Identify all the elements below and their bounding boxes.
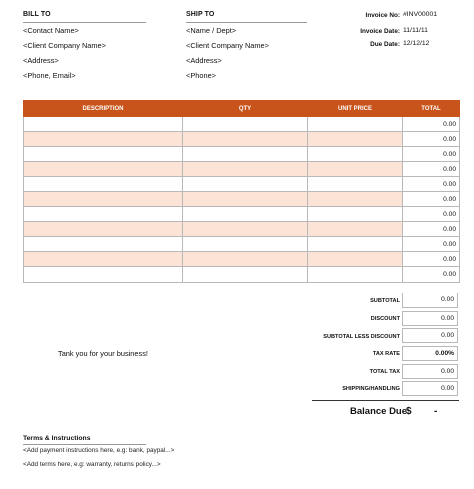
qty-cell[interactable]	[183, 222, 308, 237]
terms-rule	[23, 444, 146, 445]
due-date-value[interactable]: 12/12/12	[403, 40, 430, 47]
unit-price-cell[interactable]	[308, 132, 403, 147]
bill-to-company[interactable]: <Client Company Name>	[23, 41, 106, 50]
row-total-cell: 0.00	[403, 207, 460, 222]
ship-to-title: SHIP TO	[186, 11, 215, 18]
subtotal-less-discount-value: 0.00	[402, 328, 458, 343]
unit-price-cell[interactable]	[308, 162, 403, 177]
ship-to-phone[interactable]: <Phone>	[186, 71, 217, 80]
due-date-label: Due Date:	[370, 41, 400, 48]
table-row	[24, 162, 460, 177]
unit-price-cell[interactable]	[308, 117, 403, 132]
description-cell[interactable]	[24, 147, 183, 162]
row-total-cell: 0.00	[403, 222, 460, 237]
unit-price-cell[interactable]	[308, 192, 403, 207]
payment-instructions-line[interactable]: <Add payment instructions here, e.g: bank, paypal...>	[23, 447, 175, 454]
qty-cell[interactable]	[183, 207, 308, 222]
qty-cell[interactable]	[183, 132, 308, 147]
table-row	[24, 252, 460, 267]
bill-to-contact[interactable]: <Contact Name>	[23, 26, 79, 35]
row-total-cell: 0.00	[403, 267, 460, 282]
unit-price-cell[interactable]	[308, 207, 403, 222]
description-cell[interactable]	[24, 162, 183, 177]
discount-value[interactable]: 0.00	[402, 311, 458, 326]
subtotal-value: 0.00	[402, 293, 458, 308]
row-total-cell: 0.00	[403, 147, 460, 162]
balance-due-label: Balance Due	[350, 406, 408, 417]
qty-cell[interactable]	[183, 237, 308, 252]
description-cell[interactable]	[24, 117, 183, 132]
bill-to-address[interactable]: <Address>	[23, 56, 59, 65]
description-cell[interactable]	[24, 132, 183, 147]
qty-cell[interactable]	[183, 177, 308, 192]
bill-to-phone-email[interactable]: <Phone, Email>	[23, 71, 76, 80]
table-row	[24, 237, 460, 252]
items-table	[23, 100, 460, 283]
description-cell[interactable]	[24, 192, 183, 207]
row-total-cell: 0.00	[403, 132, 460, 147]
ship-to-name-dept[interactable]: <Name / Dept>	[186, 26, 237, 35]
terms-title: Terms & Instructions	[23, 435, 91, 442]
table-row	[24, 147, 460, 162]
table-row	[24, 192, 460, 207]
ship-to-company[interactable]: <Client Company Name>	[186, 41, 269, 50]
subtotal-label: SUBTOTAL	[370, 298, 400, 304]
tax-rate-label: TAX RATE	[372, 351, 400, 357]
qty-cell[interactable]	[183, 117, 308, 132]
invoice-number-value[interactable]: #INV00001	[403, 11, 438, 18]
shipping-handling-value[interactable]: 0.00	[402, 381, 458, 396]
subtotal-less-discount-label: SUBTOTAL LESS DISCOUNT	[323, 334, 400, 340]
tax-rate-value[interactable]: 0.00%	[402, 346, 458, 361]
qty-cell[interactable]	[183, 267, 308, 282]
thank-you-message: Tank you for your business!	[58, 349, 148, 358]
row-total-cell: 0.00	[403, 192, 460, 207]
unit-price-cell[interactable]	[308, 252, 403, 267]
row-total-cell: 0.00	[403, 177, 460, 192]
balance-due-value: -	[434, 406, 438, 417]
terms-policy-line[interactable]: <Add terms here, e.g: warranty, returns policy...>	[23, 461, 161, 468]
total-tax-value: 0.00	[402, 364, 458, 379]
qty-cell[interactable]	[183, 192, 308, 207]
row-total-cell: 0.00	[403, 117, 460, 132]
total-header: TOTAL	[403, 101, 460, 117]
ship-to-address[interactable]: <Address>	[186, 56, 222, 65]
table-row	[24, 222, 460, 237]
description-cell[interactable]	[24, 267, 183, 282]
row-total-cell: 0.00	[403, 252, 460, 267]
balance-rule	[312, 400, 459, 401]
unit-price-cell[interactable]	[308, 177, 403, 192]
description-cell[interactable]	[24, 222, 183, 237]
qty-cell[interactable]	[183, 162, 308, 177]
description-cell[interactable]	[24, 207, 183, 222]
items-header-row	[24, 101, 460, 117]
description-cell[interactable]	[24, 237, 183, 252]
table-row	[24, 177, 460, 192]
table-row	[24, 132, 460, 147]
balance-currency: $	[406, 406, 412, 417]
qty-header: QTY	[183, 101, 308, 117]
row-total-cell: 0.00	[403, 237, 460, 252]
qty-cell[interactable]	[183, 252, 308, 267]
table-row	[24, 117, 460, 132]
description-cell[interactable]	[24, 177, 183, 192]
unit-price-cell[interactable]	[308, 222, 403, 237]
invoice-date-value[interactable]: 11/11/11	[403, 27, 428, 34]
invoice-date-label: Invoice Date:	[360, 28, 400, 35]
ship-to-rule	[186, 22, 307, 23]
description-cell[interactable]	[24, 252, 183, 267]
shipping-handling-label: SHIPPING/HANDLING	[342, 386, 400, 392]
bill-to-rule	[23, 22, 146, 23]
discount-label: DISCOUNT	[370, 316, 400, 322]
unit-price-cell[interactable]	[308, 267, 403, 282]
unit-price-cell[interactable]	[308, 147, 403, 162]
bill-to-title: BILL TO	[23, 11, 51, 18]
unit-price-cell[interactable]	[308, 237, 403, 252]
qty-cell[interactable]	[183, 147, 308, 162]
total-tax-label: TOTAL TAX	[369, 369, 400, 375]
table-row	[24, 267, 460, 282]
unit-price-header: UNIT PRICE	[308, 101, 403, 117]
invoice-number-label: Invoice No:	[365, 12, 400, 19]
row-total-cell: 0.00	[403, 162, 460, 177]
table-row	[24, 207, 460, 222]
description-header: DESCRIPTION	[24, 101, 183, 117]
